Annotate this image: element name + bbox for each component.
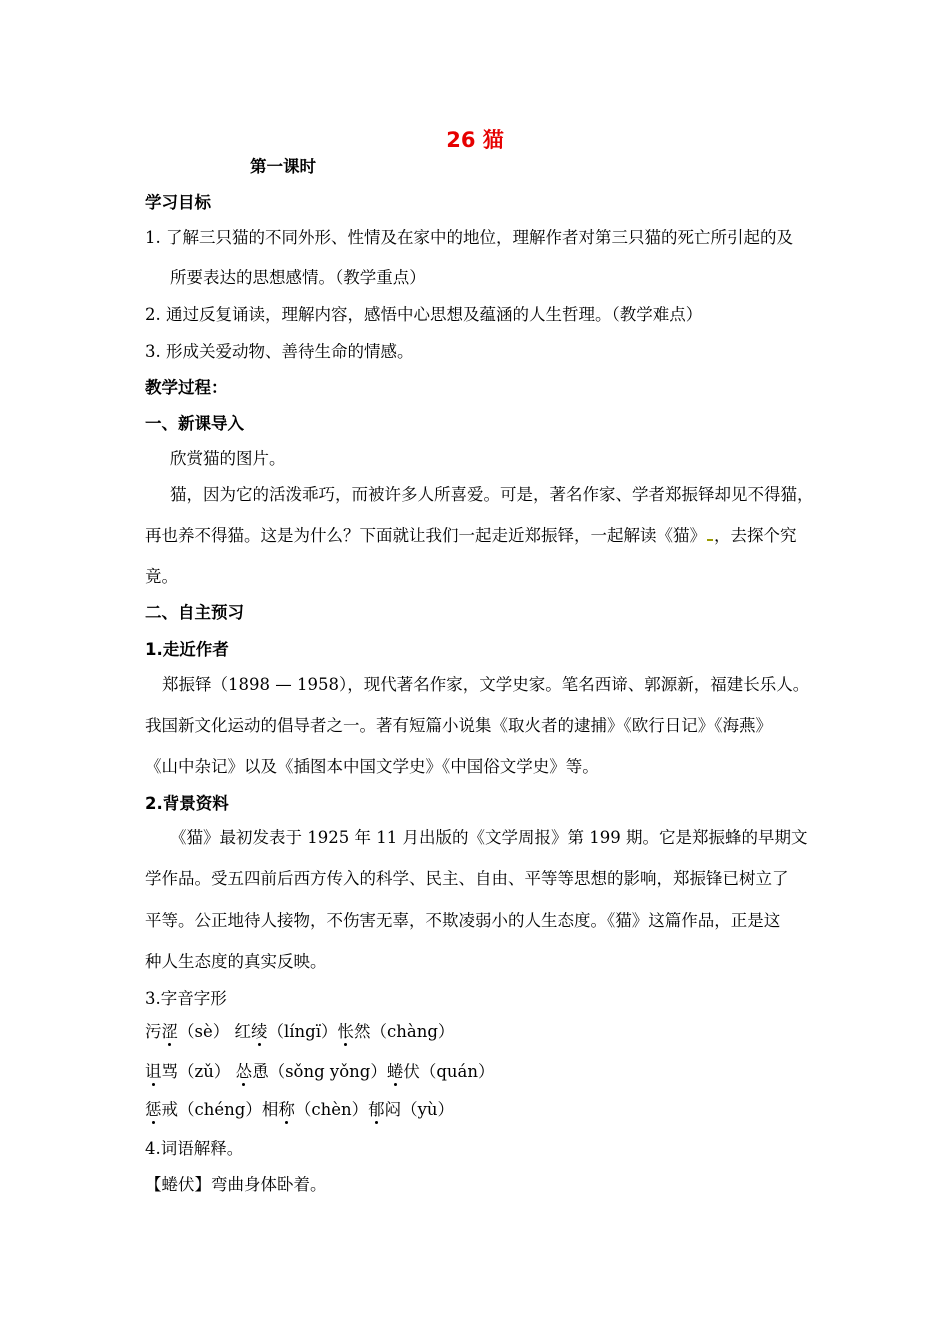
edit-mark bbox=[707, 539, 713, 541]
author-line-2: 我国新文化运动的倡导者之一。著有短篇小说集《取火者的逮捕》《欧行日记》《海燕》 bbox=[145, 716, 772, 735]
text: 伏（quán） bbox=[403, 1062, 495, 1081]
char: 污 bbox=[145, 1022, 162, 1041]
section-1-heading: 一、新课导入 bbox=[145, 414, 244, 433]
background-line-3: 平等。公正地待人接物，不伤害无辜，不欺凌弱小的人生态度。《猫》这篇作品，正是这 bbox=[145, 911, 781, 930]
section-1-para-2-line-2 bbox=[145, 522, 797, 546]
text: 骂（zǔ） bbox=[161, 1062, 236, 1081]
sub-1-heading: 1.走近作者 bbox=[145, 640, 229, 659]
process-heading: 教学过程： bbox=[145, 378, 228, 397]
text: 戒（chéng）相 bbox=[161, 1100, 279, 1119]
goal-3: 3. 形成关爱动物、善待生命的情感。 bbox=[145, 342, 414, 361]
text: 恿（sǒng yǒng） bbox=[252, 1062, 387, 1081]
char-dotted: 郁 bbox=[368, 1100, 385, 1119]
char-dotted: 怂 bbox=[235, 1062, 253, 1081]
doc-title: 26 猫 bbox=[446, 128, 504, 152]
char-dotted: 涩 bbox=[161, 1022, 178, 1041]
text: 闷（yù） bbox=[384, 1100, 455, 1119]
char-dotted: 称 bbox=[278, 1100, 295, 1119]
author-line-3: 《山中杂记》以及《插图本中国文学史》《中国俗文学史》等。 bbox=[145, 757, 599, 776]
pronunciation-row-3 bbox=[145, 1096, 454, 1120]
goals-heading: 学习目标 bbox=[145, 193, 211, 212]
goal-2: 2. 通过反复诵读，理解内容，感悟中心思想及蕴涵的人生哲理。（教学难点） bbox=[145, 305, 703, 324]
goal-1-line-1: 1. 了解三只猫的不同外形、性情及在家中的地位，理解作者对第三只猫的死亡所引起的及 bbox=[145, 228, 793, 247]
line-2-part-a: 再也养不得猫。这是为什么？下面就让我们一起走近郑振铎，一起解读《猫》 bbox=[145, 526, 706, 545]
char-dotted: 怅 bbox=[337, 1022, 355, 1041]
sub-3-heading: 3.字音字形 bbox=[145, 989, 227, 1008]
lesson-label: 第一课时 bbox=[250, 157, 316, 176]
section-1-para-2-line-3: 竟。 bbox=[145, 567, 178, 586]
sub-2-heading: 2.背景资料 bbox=[145, 794, 229, 813]
char-dotted: 蜷 bbox=[386, 1062, 404, 1081]
section-2-heading: 二、自主预习 bbox=[145, 603, 244, 622]
line-2-part-b: ，去探个究 bbox=[714, 526, 797, 545]
char-dotted: 诅 bbox=[145, 1062, 162, 1081]
goal-1-line-2: 所要表达的思想感情。（教学重点） bbox=[170, 268, 426, 287]
section-1-para-2-line-1: 猫，因为它的活泼乖巧，而被许多人所喜爱。可是，著名作家、学者郑振铎却见不得猫， bbox=[170, 485, 814, 504]
section-1-para-1: 欣赏猫的图片。 bbox=[170, 449, 286, 468]
char-dotted: 绫 bbox=[250, 1022, 268, 1041]
pronunciation-row-1 bbox=[145, 1018, 454, 1042]
pronunciation-row-2 bbox=[145, 1058, 495, 1082]
text: （chèn） bbox=[294, 1100, 369, 1119]
background-line-2: 学作品。受五四前后西方传入的科学、民主、自由、平等等思想的影响，郑振锋已树立了 bbox=[145, 869, 789, 888]
char-dotted: 惩 bbox=[145, 1100, 162, 1119]
text: （língï） bbox=[267, 1022, 338, 1041]
sub-4-heading: 4.词语解释。 bbox=[145, 1139, 244, 1158]
background-line-1: 《猫》最初发表于 1925 年 11 月出版的《文学周报》第 199 期。它是郑振蜂的早期文 bbox=[170, 828, 808, 847]
text: （sè） 红 bbox=[178, 1022, 251, 1041]
text: 然（chàng） bbox=[354, 1022, 455, 1041]
definition-1: 【蜷伏】弯曲身体卧着。 bbox=[145, 1175, 327, 1194]
author-line-1: 郑振铎（1898 — 1958），现代著名作家，文学史家。笔名西谛、郭源新，福建长乐人。 bbox=[162, 675, 810, 694]
background-line-4: 种人生态度的真实反映。 bbox=[145, 952, 327, 971]
